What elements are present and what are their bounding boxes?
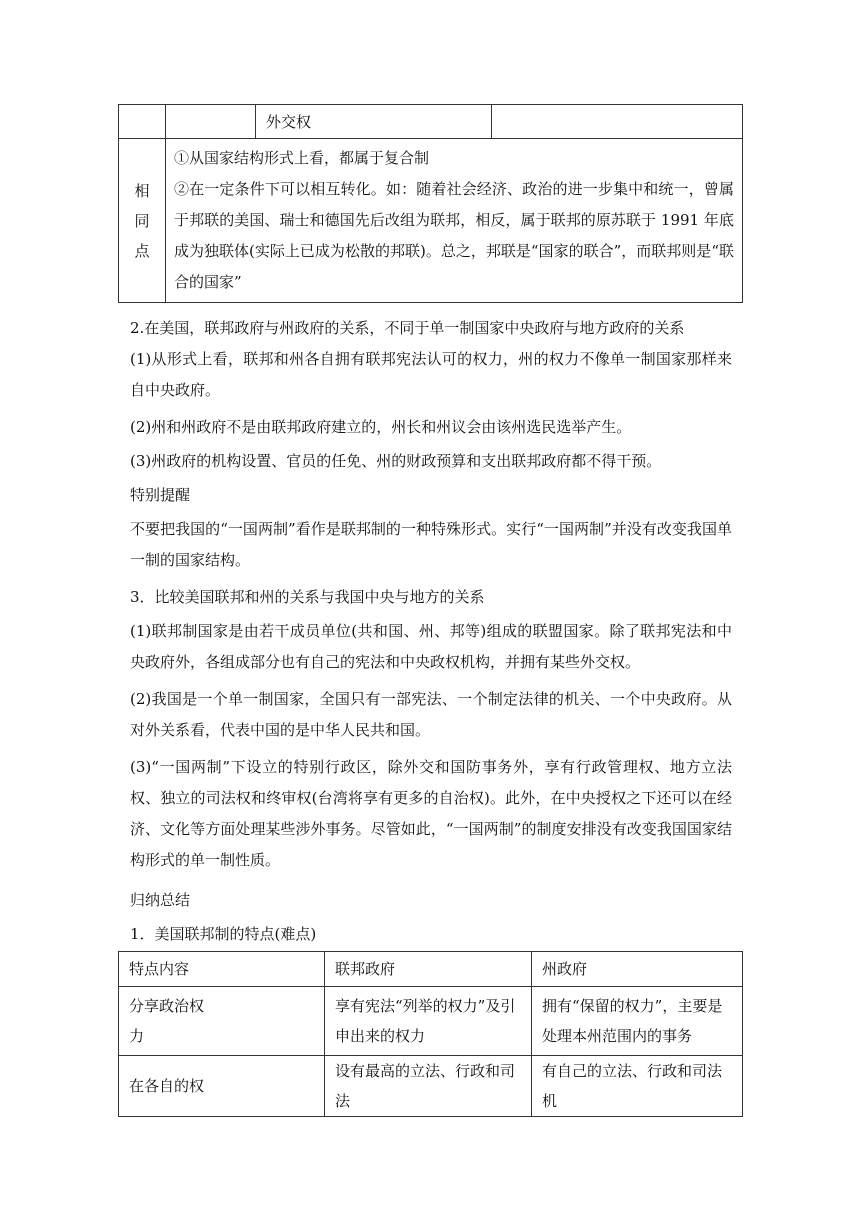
table-cell: 分享政治权力	[119, 987, 325, 1056]
summary-title: 归纳总结	[130, 891, 191, 909]
column-header: 州政府	[532, 952, 743, 987]
same-point-2: ②在一定条件下可以相互转化。如：随着社会经济、政治的进一步集中和统一，曾属于邦联的美国、瑞士和德国先后改组为联邦，相反，属于联邦的原苏联于 1991 年底成为独联体(实际上已成为松散的邦联)。总之，邦联是“国家的联合”，而联邦则是“联合的国家”	[174, 180, 734, 291]
table-cell: 外交权	[256, 105, 492, 139]
section-2-heading: 2.在美国，联邦政府与州政府的关系，不同于单一制国家中央政府与地方政府的关系	[130, 319, 685, 337]
paragraph: (3)“一国两制”下设立的特别行政区，除外交和国防事务外，享有行政管理权、地方立法权、独立的司法权和终审权(台湾将享有更多的自治权)。此外，在中央授权之下还可以在经济、文化等方面处理某些涉外事务。尽管如此，“一国两制”的制度安排没有改变我国国家结构形式的单一制性质。	[130, 758, 732, 869]
table-cell: 设有最高的立法、行政和司法	[325, 1056, 532, 1117]
table-row	[119, 105, 743, 139]
table-row	[119, 139, 743, 303]
table-cell	[492, 105, 743, 139]
same-points-content	[166, 139, 743, 303]
column-header: 联邦政府	[325, 952, 532, 987]
paragraph: (2)我国是一个单一制国家，全国只有一部宪法、一个制定法律的机关、一个中央政府。从对外关系看，代表中国的是中华人民共和国。	[130, 690, 732, 739]
table-row	[119, 1056, 743, 1117]
comparison-table-continued	[118, 104, 743, 303]
same-points-label: 相 同 点	[119, 139, 166, 303]
same-point-1: ①从国家结构形式上看，都属于复合制	[174, 149, 430, 167]
reminder-text: 不要把我国的“一国两制”看作是联邦制的一种特殊形式。实行“一国两制”并没有改变我国单一制的国家结构。	[130, 520, 732, 569]
table-cell: 在各自的权	[119, 1056, 325, 1117]
federalism-features-table	[118, 951, 743, 1117]
table-cell: 享有宪法“列举的权力”及引申出来的权力	[325, 987, 532, 1056]
table-cell: 拥有“保留的权力”，主要是处理本州范围内的事务	[532, 987, 743, 1056]
table-row	[119, 987, 743, 1056]
section-3-heading: 3．比较美国联邦和州的关系与我国中央与地方的关系	[130, 588, 485, 606]
table-cell	[166, 105, 256, 139]
column-header: 特点内容	[119, 952, 325, 987]
table-cell: 有自己的立法、行政和司法机	[532, 1056, 743, 1117]
paragraph: (1)从形式上看，联邦和州各自拥有联邦宪法认可的权力，州的权力不像单一制国家那样来自中央政府。	[130, 350, 732, 399]
table-header-row	[119, 952, 743, 987]
paragraph: (1)联邦制国家是由若干成员单位(共和国、州、邦等)组成的联盟国家。除了联邦宪法和中央政府外，各组成部分也有自己的宪法和中央政权机构，并拥有某些外交权。	[130, 622, 732, 671]
paragraph: (3)州政府的机构设置、官员的任免、州的财政预算和支出联邦政府都不得干预。	[130, 452, 662, 470]
table-cell	[119, 105, 166, 139]
reminder-title: 特别提醒	[130, 486, 191, 504]
summary-heading: 1．美国联邦制的特点(难点)	[130, 925, 317, 943]
paragraph: (2)州和州政府不是由联邦政府建立的，州长和州议会由该州选民选举产生。	[130, 418, 632, 436]
